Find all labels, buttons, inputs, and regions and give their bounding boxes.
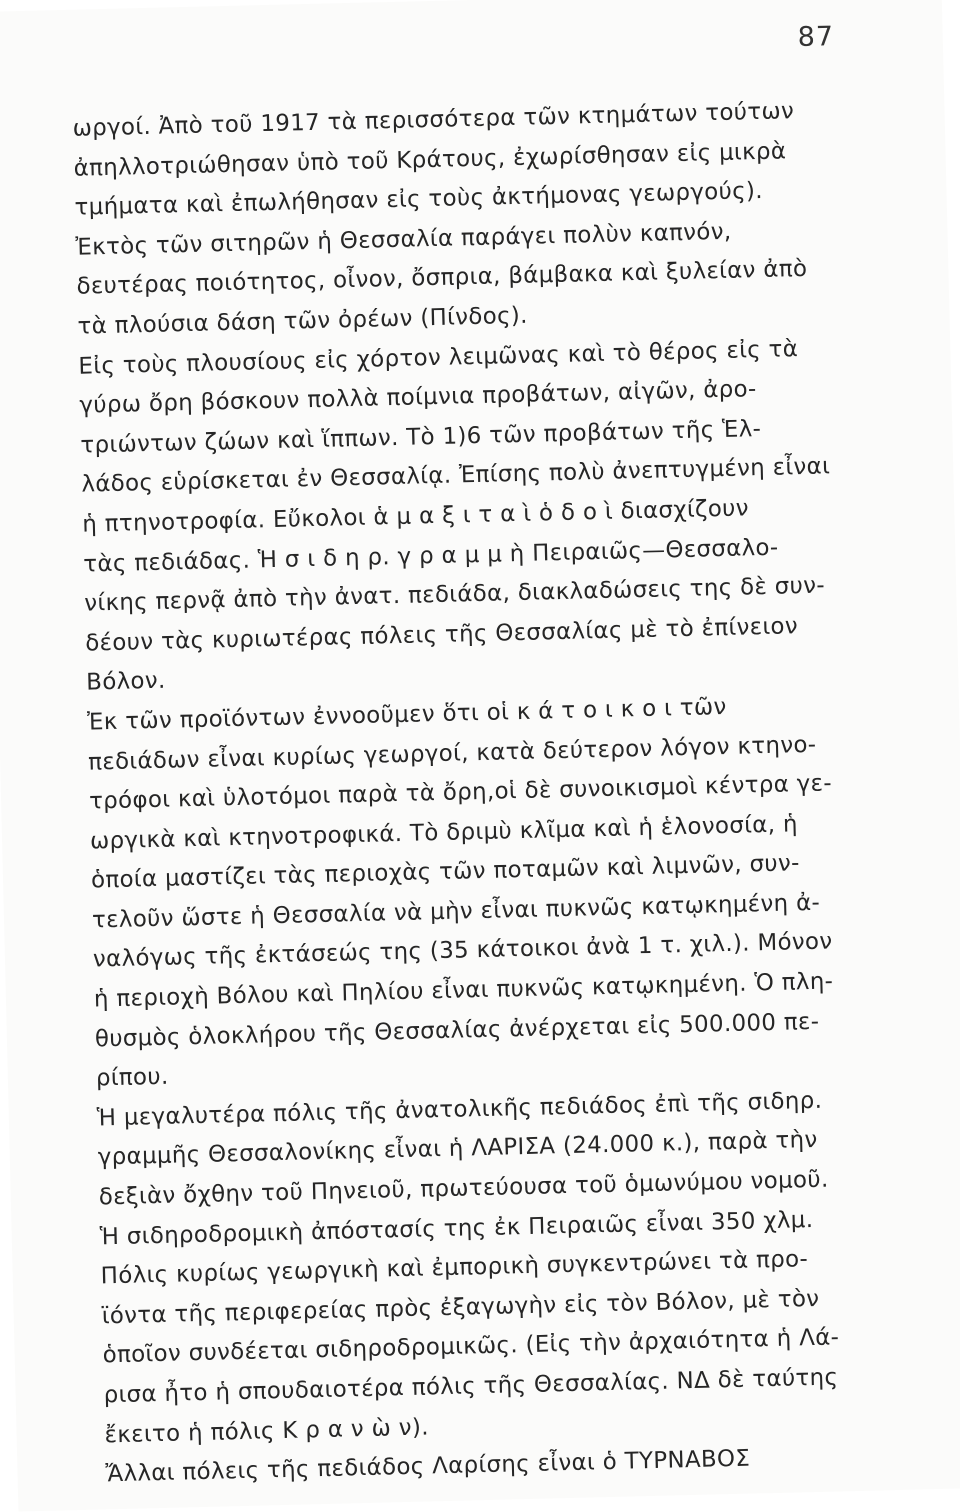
text-line: νίκης περνᾷ ἀπὸ τὴν ἀνατ. πεδιάδα, διακλαδώσεις της δὲ συν- xyxy=(83,572,826,617)
text-line: ἡ περιοχὴ Βόλου καὶ Πηλίου εἶναι πυκνῶς κατῳκημένη. Ὁ πλη- xyxy=(93,968,834,1013)
body-text xyxy=(72,90,906,1495)
text-line: Ἐκ τῶν προϊόντων ἐννοοῦμεν ὅτι οἱ κ ά τ ο ι κ ο ι τῶν xyxy=(86,693,727,736)
text-line: Ἄλλαι πόλεις τῆς πεδιάδος Λαρίσης εἶναι ὁ ΤΥΡΝΑΒΟΣ xyxy=(105,1445,751,1488)
text-line: τριώντων ζώων καὶ ἵππων. Τὸ 1)6 τῶν προβάτων τῆς Ἑλ- xyxy=(80,415,762,459)
page-number: 87 xyxy=(797,21,835,54)
text-line: ρισα ἦτο ἡ σπουδαιοτέρα πόλις τῆς Θεσσαλίας. ΝΔ δὲ ταύτης xyxy=(103,1364,839,1409)
text-line: πεδιάδων εἶναι κυρίως γεωργοί, κατὰ δεύτερον λόγον κτηνο- xyxy=(87,731,817,776)
text-line: ὁποῖον συνδέεται σιδηροδρομικῶς. (Εἰς τὴν ἀρχαιότητα ἡ Λά- xyxy=(102,1324,840,1369)
text-line: ναλόγως τῆς ἐκτάσεώς της (35 κάτοικοι ἀνὰ 1 τ. χιλ.). Μόνον xyxy=(92,928,833,973)
text-line: Βόλον. xyxy=(85,667,166,696)
text-line: δεξιὰν ὄχθην τοῦ Πηνειοῦ, πρωτεύουσα τοῦ ὁμωνύμου νομοῦ. xyxy=(98,1166,829,1211)
text-line: γραμμῆς Θεσσαλονίκης εἶναι ἡ ΛΑΡΙΣΑ (24.000 κ.), παρὰ τὴν xyxy=(97,1127,818,1171)
text-line: ρίπου. xyxy=(95,1063,169,1092)
text-line: ἔκειτο ἡ πόλις Κ ρ α ν ὼ ν). xyxy=(104,1414,430,1448)
text-line: ὁποία μαστίζει τὰς περιοχὰς τῶν ποταμῶν καὶ λιμνῶν, συν- xyxy=(90,850,801,894)
text-line: Πόλις κυρίως γεωργικὴ καὶ ἐμπορικὴ συγκεντρώνει τὰ προ- xyxy=(100,1246,809,1290)
text-line: ϊόντα τῆς περιφερείας πρὸς ἐξαγωγὴν εἰς τὸν Βόλον, μὲ τὸν xyxy=(101,1285,820,1330)
text-line: τρόφοι καὶ ὑλοτόμοι παρὰ τὰ ὄρη,οἱ δὲ συνοικισμοὶ κέντρα γε- xyxy=(88,770,833,815)
text-line: θυσμὸς ὁλοκλήρου τῆς Θεσσαλίας ἀνέρχεται εἰς 500.000 πε- xyxy=(94,1008,820,1053)
text-line: ωργοί. Ἀπὸ τοῦ 1917 τὰ περισσότερα τῶν κτημάτων τούτων xyxy=(72,98,795,142)
text-line: Ἐκτὸς τῶν σιτηρῶν ἡ Θεσσαλία παράγει πολὺν καπνόν, xyxy=(75,218,732,261)
text-line: Ἡ μεγαλυτέρα πόλις τῆς ἀνατολικῆς πεδιάδος ἐπὶ τῆς σιδηρ. xyxy=(96,1087,823,1132)
text-line: δέουν τὰς κυριωτέρας πόλεις τῆς Θεσσαλίας μὲ τὸ ἐπίνειον xyxy=(84,612,799,657)
text-line: δευτέρας ποιότητος, οἶνον, ὄσπρια, βάμβακα καὶ ξυλείαν ἀπὸ xyxy=(76,256,808,301)
text-line: τμήματα καὶ ἐπωλήθησαν εἰς τοὺς ἀκτήμονας γεωργούς). xyxy=(74,178,764,221)
text-line: Εἰς τοὺς πλουσίους εἰς χόρτον λειμῶνας καὶ τὸ θέρος εἰς τὰ xyxy=(78,335,799,380)
text-line: ωργικὰ καὶ κτηνοτροφικά. Τὸ δριμὺ κλῖμα καὶ ἡ ἑλονοσία, ἡ xyxy=(89,810,799,855)
text-line: γύρω ὄρη βόσκουν πολλὰ ποίμνια προβάτων, αἰγῶν, ἀρο- xyxy=(79,376,757,419)
text-line: τὰς πεδιάδας. Ἡ σ ι δ η ρ. γ ρ α μ μ ὴ Πειραιῶς—Θεσσαλο- xyxy=(83,534,779,578)
text-line: τελοῦν ὥστε ἡ Θεσσαλία νὰ μὴν εἶναι πυκνῶς κατῳκημένη ἀ- xyxy=(91,889,821,934)
text-line: ἀπηλλοτριώθησαν ὑπὸ τοῦ Κράτους, ἐχωρίσθησαν εἰς μικρὰ xyxy=(73,137,787,182)
text-line: τὰ πλούσια δάση τῶν ὀρέων (Πίνδος). xyxy=(77,302,529,340)
text-line: λάδος εὑρίσκεται ἐν Θεσσαλίᾳ. Ἐπίσης πολὺ ἀνεπτυγμένη εἶναι xyxy=(81,453,831,498)
text-line: ἡ πτηνοτροφία. Εὔκολοι ἁ μ α ξ ι τ α ὶ ὁ δ ο ὶ διασχίζουν xyxy=(82,495,750,538)
text-line: Ἡ σιδηροδρομικὴ ἀπόστασίς της ἐκ Πειραιῶς εἶναι 350 χλμ. xyxy=(99,1206,814,1251)
